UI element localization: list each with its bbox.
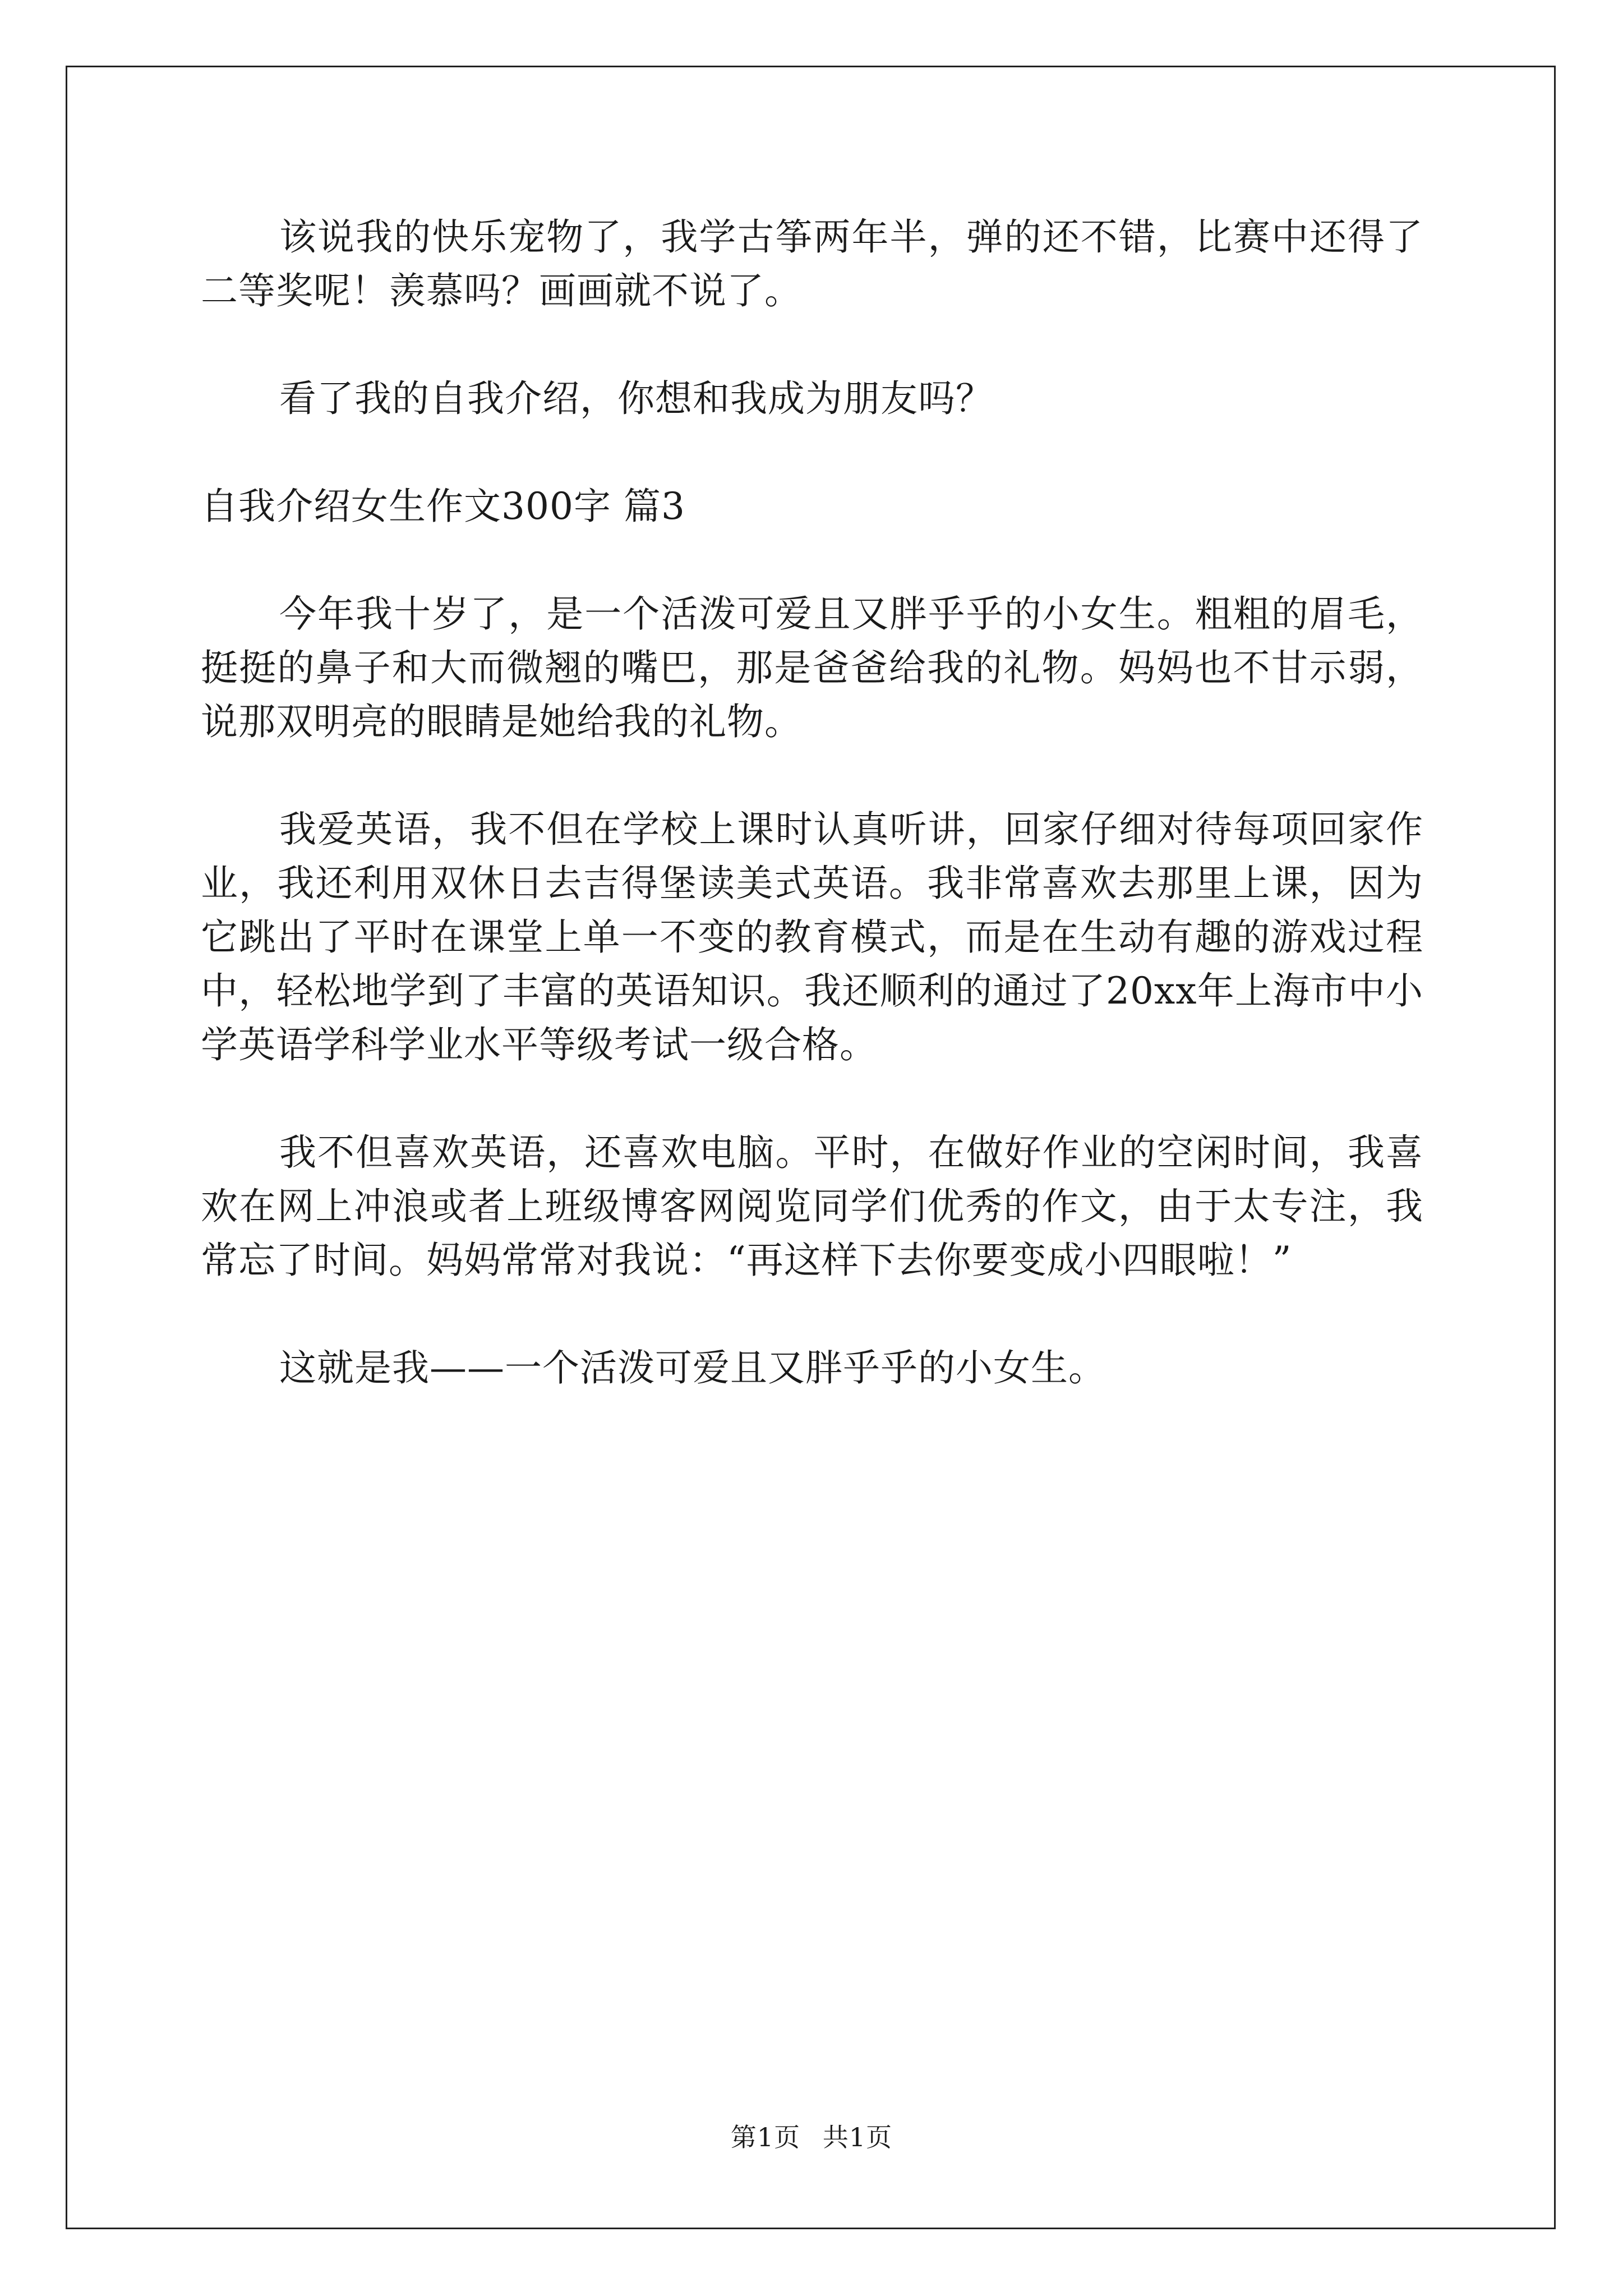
paragraph-appearance: 今年我十岁了，是一个活泼可爱且又胖乎乎的小女生。粗粗的眉毛，挺挺的鼻子和大而微翘的嘴巴，那是爸爸给我的礼物。妈妈也不甘示弱，说那双明亮的眼睛是她给我的礼物。 [201, 592, 1423, 743]
paragraph-english: 我爱英语，我不但在学校上课时认真听讲，回家仔细对待每项回家作业，我还利用双休日去吉得堡读美式英语。我非常喜欢去那里上课，因为它跳出了平时在课堂上单一不变的教育模式，而是在生动有趣的游戏过程中，轻松地学到了丰富的英语知识。我还顺利的通过了20xx年上海市中小学英语学科学业水平等级考试一级合格。 [201, 808, 1423, 1066]
section-heading: 自我介绍女生作文300字 篇3 [201, 485, 685, 528]
document-body [201, 210, 1423, 1449]
paragraph-pet: 该说我的快乐宠物了，我学古筝两年半，弹的还不错，比赛中还得了二等奖呢！羡慕吗？画画就不说了。 [201, 215, 1423, 312]
paragraph-friend-question: 看了我的自我介绍，你想和我成为朋友吗？ [279, 377, 993, 420]
page-total: 共1页 [822, 2122, 893, 2152]
page-footer [0, 2120, 1623, 2154]
paragraph-conclusion: 这就是我——一个活泼可爱且又胖乎乎的小女生。 [279, 1346, 1106, 1389]
paragraph-computer: 我不但喜欢英语，还喜欢电脑。平时，在做好作业的空闲时间，我喜欢在网上冲浪或者上班级博客网阅览同学们优秀的作文，由于太专注，我常忘了时间。妈妈常常对我说：“再这样下去你要变成小四眼啦！” [201, 1131, 1423, 1282]
page-number: 第1页 [730, 2122, 801, 2152]
